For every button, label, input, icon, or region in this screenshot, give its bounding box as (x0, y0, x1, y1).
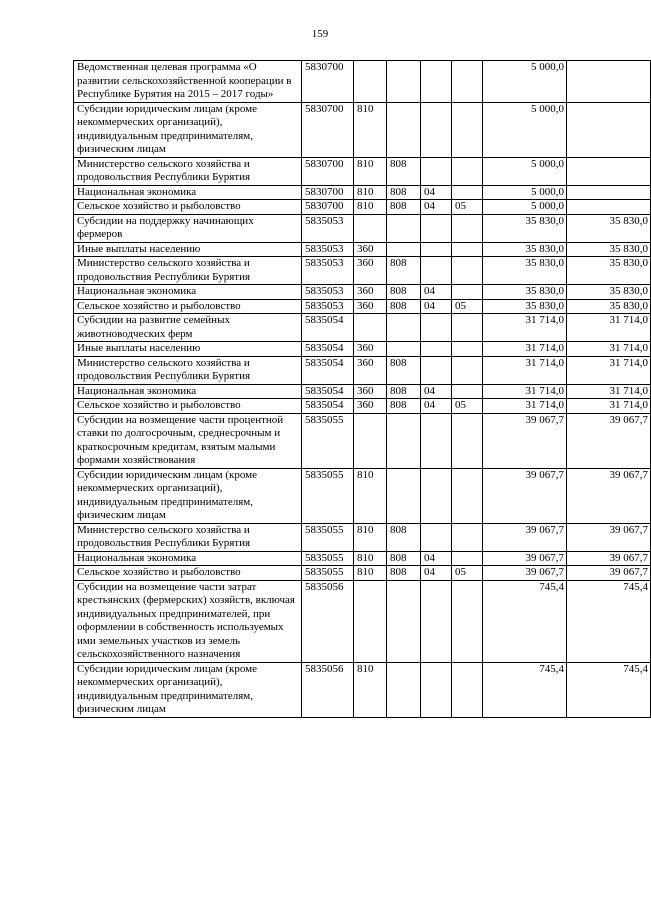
amount-first-cell: 31 714,0 (483, 384, 567, 399)
ministry-code-cell (387, 580, 421, 662)
subsection-code-cell: 05 (452, 299, 483, 314)
table-row (74, 214, 651, 242)
row-name-cell: Министерство сельского хозяйства и продовольствия Республики Бурятия (74, 157, 302, 185)
amount-first-cell: 35 830,0 (483, 242, 567, 257)
budget-table-body (74, 61, 651, 718)
amount-second-cell: 31 714,0 (567, 342, 651, 357)
amount-second-cell: 35 830,0 (567, 299, 651, 314)
ministry-code-cell: 808 (387, 157, 421, 185)
subsection-code-cell (452, 214, 483, 242)
ministry-code-cell (387, 242, 421, 257)
ministry-code-cell (387, 662, 421, 717)
section-code-cell: 04 (421, 299, 452, 314)
ministry-code-cell (387, 413, 421, 468)
target-article-cell: 5835054 (302, 356, 354, 384)
table-row (74, 314, 651, 342)
ministry-code-cell: 808 (387, 257, 421, 285)
target-article-cell: 5835055 (302, 413, 354, 468)
subsection-code-cell (452, 342, 483, 357)
ministry-code-cell: 808 (387, 285, 421, 300)
row-name-cell: Иные выплаты населению (74, 242, 302, 257)
section-code-cell (421, 257, 452, 285)
amount-first-cell: 35 830,0 (483, 214, 567, 242)
expense-type-cell: 360 (354, 242, 387, 257)
table-row (74, 580, 651, 662)
section-code-cell (421, 413, 452, 468)
amount-first-cell: 745,4 (483, 662, 567, 717)
section-code-cell (421, 468, 452, 523)
amount-first-cell: 5 000,0 (483, 200, 567, 215)
target-article-cell: 5835056 (302, 662, 354, 717)
row-name-cell: Субсидии на возмещение части процентной ставки по долгосрочным, среднесрочным и краткосрочным кредитам, взятым малыми формами хозяйствования (74, 413, 302, 468)
section-code-cell (421, 523, 452, 551)
target-article-cell: 5830700 (302, 157, 354, 185)
amount-first-cell: 31 714,0 (483, 342, 567, 357)
amount-second-cell: 31 714,0 (567, 356, 651, 384)
table-row (74, 356, 651, 384)
amount-second-cell: 39 067,7 (567, 523, 651, 551)
amount-first-cell: 31 714,0 (483, 399, 567, 414)
amount-first-cell: 5 000,0 (483, 102, 567, 157)
amount-second-cell: 39 067,7 (567, 413, 651, 468)
expense-type-cell: 810 (354, 566, 387, 581)
amount-second-cell: 39 067,7 (567, 468, 651, 523)
table-row (74, 185, 651, 200)
target-article-cell: 5835055 (302, 551, 354, 566)
expense-type-cell: 360 (354, 299, 387, 314)
expense-type-cell: 810 (354, 185, 387, 200)
section-code-cell (421, 580, 452, 662)
subsection-code-cell (452, 356, 483, 384)
subsection-code-cell (452, 102, 483, 157)
subsection-code-cell (452, 257, 483, 285)
expense-type-cell: 810 (354, 468, 387, 523)
target-article-cell: 5835054 (302, 342, 354, 357)
table-row (74, 285, 651, 300)
amount-second-cell: 35 830,0 (567, 285, 651, 300)
table-row (74, 102, 651, 157)
amount-first-cell: 39 067,7 (483, 566, 567, 581)
amount-first-cell: 39 067,7 (483, 468, 567, 523)
amount-first-cell: 35 830,0 (483, 299, 567, 314)
table-row (74, 413, 651, 468)
row-name-cell: Министерство сельского хозяйства и продовольствия Республики Бурятия (74, 257, 302, 285)
amount-second-cell (567, 200, 651, 215)
amount-second-cell (567, 102, 651, 157)
section-code-cell (421, 356, 452, 384)
ministry-code-cell (387, 342, 421, 357)
target-article-cell: 5835053 (302, 299, 354, 314)
target-article-cell: 5835055 (302, 468, 354, 523)
target-article-cell: 5835053 (302, 285, 354, 300)
table-row (74, 662, 651, 717)
subsection-code-cell (452, 413, 483, 468)
row-name-cell: Иные выплаты населению (74, 342, 302, 357)
row-name-cell: Субсидии юридическим лицам (кроме некоммерческих организаций), индивидуальным предпринимателям, физическим лицам (74, 662, 302, 717)
row-name-cell: Национальная экономика (74, 185, 302, 200)
section-code-cell (421, 61, 452, 103)
amount-second-cell: 35 830,0 (567, 257, 651, 285)
ministry-code-cell: 808 (387, 384, 421, 399)
expense-type-cell: 360 (354, 257, 387, 285)
target-article-cell: 5835056 (302, 580, 354, 662)
target-article-cell: 5835055 (302, 523, 354, 551)
row-name-cell: Субсидии на развитие семейных животноводческих ферм (74, 314, 302, 342)
expense-type-cell (354, 314, 387, 342)
section-code-cell (421, 314, 452, 342)
expense-type-cell (354, 214, 387, 242)
section-code-cell: 04 (421, 185, 452, 200)
amount-second-cell (567, 157, 651, 185)
ministry-code-cell (387, 314, 421, 342)
table-row (74, 242, 651, 257)
section-code-cell: 04 (421, 384, 452, 399)
row-name-cell: Субсидии на поддержку начинающих фермеров (74, 214, 302, 242)
amount-first-cell: 31 714,0 (483, 356, 567, 384)
subsection-code-cell (452, 580, 483, 662)
row-name-cell: Министерство сельского хозяйства и продовольствия Республики Бурятия (74, 356, 302, 384)
row-name-cell: Субсидии юридическим лицам (кроме некоммерческих организаций), индивидуальным предпринимателям, физическим лицам (74, 468, 302, 523)
expense-type-cell: 810 (354, 523, 387, 551)
amount-first-cell: 5 000,0 (483, 185, 567, 200)
page-number: 159 (311, 28, 329, 40)
expense-type-cell: 360 (354, 285, 387, 300)
subsection-code-cell (452, 384, 483, 399)
target-article-cell: 5830700 (302, 61, 354, 103)
amount-second-cell (567, 61, 651, 103)
expense-type-cell: 360 (354, 342, 387, 357)
subsection-code-cell: 05 (452, 200, 483, 215)
row-name-cell: Сельское хозяйство и рыболовство (74, 399, 302, 414)
expense-type-cell: 810 (354, 200, 387, 215)
row-name-cell: Сельское хозяйство и рыболовство (74, 566, 302, 581)
section-code-cell: 04 (421, 551, 452, 566)
table-row (74, 384, 651, 399)
amount-second-cell: 31 714,0 (567, 399, 651, 414)
section-code-cell: 04 (421, 200, 452, 215)
section-code-cell (421, 102, 452, 157)
amount-second-cell: 39 067,7 (567, 566, 651, 581)
section-code-cell (421, 214, 452, 242)
table-row (74, 257, 651, 285)
section-code-cell (421, 662, 452, 717)
subsection-code-cell (452, 468, 483, 523)
target-article-cell: 5830700 (302, 102, 354, 157)
subsection-code-cell (452, 157, 483, 185)
target-article-cell: 5835054 (302, 399, 354, 414)
row-name-cell: Национальная экономика (74, 384, 302, 399)
amount-first-cell: 39 067,7 (483, 523, 567, 551)
subsection-code-cell (452, 61, 483, 103)
ministry-code-cell: 808 (387, 356, 421, 384)
ministry-code-cell (387, 468, 421, 523)
ministry-code-cell: 808 (387, 566, 421, 581)
ministry-code-cell (387, 61, 421, 103)
expense-type-cell: 810 (354, 662, 387, 717)
expense-type-cell (354, 413, 387, 468)
amount-first-cell: 745,4 (483, 580, 567, 662)
target-article-cell: 5835053 (302, 214, 354, 242)
amount-second-cell: 39 067,7 (567, 551, 651, 566)
row-name-cell: Национальная экономика (74, 285, 302, 300)
target-article-cell: 5835054 (302, 314, 354, 342)
ministry-code-cell: 808 (387, 200, 421, 215)
table-row (74, 566, 651, 581)
amount-first-cell: 5 000,0 (483, 157, 567, 185)
expense-type-cell: 810 (354, 551, 387, 566)
ministry-code-cell: 808 (387, 523, 421, 551)
table-row (74, 468, 651, 523)
ministry-code-cell: 808 (387, 399, 421, 414)
ministry-code-cell (387, 102, 421, 157)
amount-second-cell: 31 714,0 (567, 314, 651, 342)
subsection-code-cell: 05 (452, 399, 483, 414)
amount-second-cell: 35 830,0 (567, 214, 651, 242)
amount-first-cell: 31 714,0 (483, 314, 567, 342)
subsection-code-cell (452, 551, 483, 566)
section-code-cell (421, 157, 452, 185)
expense-type-cell (354, 61, 387, 103)
amount-second-cell: 745,4 (567, 580, 651, 662)
table-row (74, 200, 651, 215)
section-code-cell: 04 (421, 566, 452, 581)
table-row (74, 342, 651, 357)
amount-second-cell (567, 185, 651, 200)
subsection-code-cell (452, 185, 483, 200)
row-name-cell: Сельское хозяйство и рыболовство (74, 200, 302, 215)
target-article-cell: 5830700 (302, 200, 354, 215)
row-name-cell: Министерство сельского хозяйства и продовольствия Республики Бурятия (74, 523, 302, 551)
row-name-cell: Ведомственная целевая программа «О развитии сельскохозяйственной кооперации в Республике Бурятия на 2015 – 2017 годы» (74, 61, 302, 103)
subsection-code-cell (452, 242, 483, 257)
ministry-code-cell (387, 214, 421, 242)
amount-first-cell: 5 000,0 (483, 61, 567, 103)
amount-second-cell: 745,4 (567, 662, 651, 717)
row-name-cell: Субсидии юридическим лицам (кроме некоммерческих организаций), индивидуальным предпринимателям, физическим лицам (74, 102, 302, 157)
section-code-cell (421, 342, 452, 357)
budget-table (73, 60, 651, 718)
table-row (74, 299, 651, 314)
subsection-code-cell (452, 662, 483, 717)
section-code-cell (421, 242, 452, 257)
amount-first-cell: 35 830,0 (483, 257, 567, 285)
section-code-cell: 04 (421, 399, 452, 414)
subsection-code-cell: 05 (452, 566, 483, 581)
target-article-cell: 5830700 (302, 185, 354, 200)
expense-type-cell: 360 (354, 356, 387, 384)
expense-type-cell: 360 (354, 399, 387, 414)
subsection-code-cell (452, 523, 483, 551)
table-row (74, 157, 651, 185)
amount-first-cell: 39 067,7 (483, 551, 567, 566)
subsection-code-cell (452, 314, 483, 342)
section-code-cell: 04 (421, 285, 452, 300)
table-row (74, 399, 651, 414)
table-row (74, 61, 651, 103)
amount-second-cell: 31 714,0 (567, 384, 651, 399)
amount-second-cell: 35 830,0 (567, 242, 651, 257)
row-name-cell: Национальная экономика (74, 551, 302, 566)
row-name-cell: Субсидии на возмещение части затрат крестьянских (фермерских) хозяйств, включая индивидуальных предпринимателей, при оформлении в собственность используемых ими земельных участков из земель сельскохозяйственного назначения (74, 580, 302, 662)
target-article-cell: 5835053 (302, 257, 354, 285)
target-article-cell: 5835055 (302, 566, 354, 581)
table-row (74, 523, 651, 551)
table-row (74, 551, 651, 566)
target-article-cell: 5835054 (302, 384, 354, 399)
expense-type-cell: 810 (354, 157, 387, 185)
ministry-code-cell: 808 (387, 185, 421, 200)
expense-type-cell: 360 (354, 384, 387, 399)
ministry-code-cell: 808 (387, 299, 421, 314)
amount-first-cell: 39 067,7 (483, 413, 567, 468)
subsection-code-cell (452, 285, 483, 300)
expense-type-cell: 810 (354, 102, 387, 157)
target-article-cell: 5835053 (302, 242, 354, 257)
ministry-code-cell: 808 (387, 551, 421, 566)
row-name-cell: Сельское хозяйство и рыболовство (74, 299, 302, 314)
amount-first-cell: 35 830,0 (483, 285, 567, 300)
expense-type-cell (354, 580, 387, 662)
